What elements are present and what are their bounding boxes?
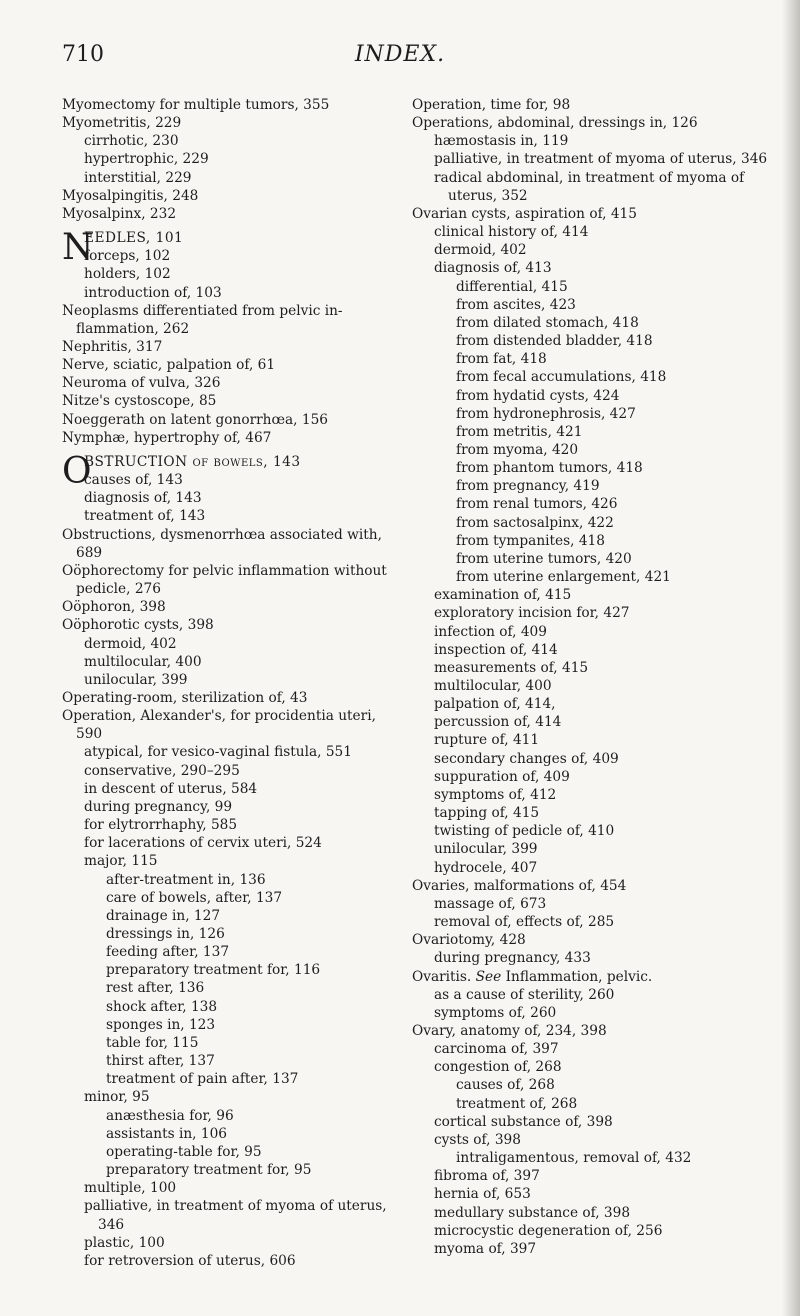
index-subentry (62, 998, 402, 1016)
index-subentry (62, 1143, 402, 1161)
entry-text: Nerve, sciatic, palpation of, 61 (62, 357, 276, 374)
entry-text: in descent of uterus, 584 (84, 780, 258, 797)
entry-text: minor, 95 (84, 1089, 150, 1106)
index-entry (62, 689, 402, 707)
entry-text: hypertrophic, 229 (84, 151, 209, 168)
index-subentry (412, 586, 780, 604)
index-subentry (62, 635, 402, 653)
page-header (0, 42, 800, 82)
index-entry (412, 205, 780, 223)
index-entry (62, 707, 402, 743)
index-subentry (62, 871, 402, 889)
entry-text: Operating-room, sterilization of, 43 (62, 689, 308, 706)
index-entry (62, 598, 402, 616)
section-o-heading (62, 450, 402, 492)
index-subentry (412, 132, 780, 150)
index-subentry (412, 731, 780, 749)
entry-text: sponges in, 123 (106, 1016, 216, 1033)
entry-text: fibroma of, 397 (434, 1168, 540, 1185)
index-subentry (62, 907, 402, 925)
index-subentry (412, 895, 780, 913)
index-subentry (412, 514, 780, 532)
heading-obstruction: BSTRUCTION of bowels, 143 (84, 453, 301, 470)
index-subentry (62, 1016, 402, 1034)
index-subentry (62, 265, 402, 283)
entry-text: rest after, 136 (106, 980, 205, 997)
entry-text: Operation, time for, 98 (412, 97, 571, 113)
entry-text: Ovaries, malformations of, 454 (412, 877, 627, 894)
entry-text: Operation, Alexander's, for procidentia uteri, 590 (62, 708, 376, 743)
entry-text: from tympanites, 418 (456, 532, 605, 549)
index-entry (62, 374, 402, 392)
entry-text: clinical history of, 414 (434, 224, 589, 241)
entry-text: from distended bladder, 418 (456, 333, 653, 350)
entry-text: holders, 102 (84, 266, 171, 283)
index-subentry (62, 1107, 402, 1125)
index-subentry (412, 623, 780, 641)
index-entry (412, 877, 780, 895)
entry-text: Ovariotomy, 428 (412, 932, 526, 949)
entry-list-m (62, 96, 402, 223)
entry-list-right (412, 96, 780, 1258)
index-subentry (62, 169, 402, 187)
entry-text: for lacerations of cervix uteri, 524 (84, 835, 322, 852)
index-subentry (62, 653, 402, 671)
index-subentry (412, 641, 780, 659)
index-subentry (412, 223, 780, 241)
index-entry (62, 96, 402, 114)
entry-text: from sactosalpinx, 422 (456, 514, 614, 531)
index-entry (62, 411, 402, 429)
entry-text: during pregnancy, 433 (434, 950, 591, 967)
entry-text: Oöphoron, 398 (62, 599, 166, 616)
index-subentry (62, 1161, 402, 1179)
index-subentry (62, 1125, 402, 1143)
entry-text: treatment of pain after, 137 (106, 1071, 299, 1088)
index-entry (62, 356, 402, 374)
index-subentry (412, 1240, 780, 1258)
entry-text: suppuration of, 409 (434, 768, 570, 785)
entry-text: dermoid, 402 (84, 635, 177, 652)
index-subentry (62, 489, 402, 507)
index-entry (62, 338, 402, 356)
entry-text: cirrhotic, 230 (84, 133, 179, 150)
index-subentry (412, 786, 780, 804)
index-subentry (412, 1185, 780, 1203)
index-subentry (412, 368, 780, 386)
entry-text: from renal tumors, 426 (456, 496, 618, 513)
entry-text: Myometritis, 229 (62, 115, 182, 132)
entry-text: cysts of, 398 (434, 1131, 521, 1148)
entry-text: Ovarian cysts, aspiration of, 415 (412, 205, 637, 222)
entry-text: from pregnancy, 419 (456, 478, 600, 495)
entry-text: inspection of, 414 (434, 641, 558, 658)
entry-text: assistants in, 106 (106, 1125, 227, 1142)
left-column (62, 96, 402, 1270)
index-entry (62, 302, 402, 338)
entry-text: hydrocele, 407 (434, 859, 538, 876)
entry-text: measurements of, 415 (434, 659, 589, 676)
entry-text: diagnosis of, 413 (434, 260, 552, 277)
index-subentry (412, 913, 780, 931)
entry-text: Nephritis, 317 (62, 339, 163, 356)
index-entry (412, 968, 780, 986)
index-subentry (412, 1058, 780, 1076)
index-subentry (62, 671, 402, 689)
index-subentry (412, 1222, 780, 1240)
index-subentry (412, 1076, 780, 1094)
index-subentry (412, 441, 780, 459)
entry-text: unilocular, 399 (84, 671, 188, 688)
entry-text: interstitial, 229 (84, 169, 192, 186)
index-subentry (62, 925, 402, 943)
index-subentry (412, 750, 780, 768)
index-subentry (412, 840, 780, 858)
index-subentry (412, 314, 780, 332)
index-subentry (62, 743, 402, 761)
heading-second-line: causes of, 143 (84, 472, 183, 489)
entry-text: Ovaritis. (412, 968, 472, 985)
entry-text: Myomectomy for multiple tumors, 355 (62, 97, 330, 113)
entry-text: Oöphorotic cysts, 398 (62, 617, 214, 634)
index-subentry (412, 1113, 780, 1131)
entry-text: during pregnancy, 99 (84, 798, 233, 815)
index-subentry (412, 1095, 780, 1113)
entry-text: from phantom tumors, 418 (456, 460, 643, 477)
entry-text: congestion of, 268 (434, 1059, 562, 1076)
index-subentry (412, 350, 780, 368)
entry-text: Noeggerath on latent gonorrhœa, 156 (62, 411, 329, 428)
index-entry (412, 1022, 780, 1040)
entry-text: multilocular, 400 (84, 653, 202, 670)
index-subentry (412, 387, 780, 405)
index-subentry (412, 405, 780, 423)
entry-text: percussion of, 414 (434, 714, 562, 731)
index-subentry (62, 132, 402, 150)
entry-text: from ascites, 423 (456, 296, 576, 313)
index-subentry (62, 507, 402, 525)
index-subentry (62, 150, 402, 168)
entry-text: after-treatment in, 136 (106, 871, 266, 888)
entry-text: differential, 415 (456, 278, 568, 295)
index-entry (412, 96, 780, 114)
entry-text: Operations, abdominal, dressings in, 126 (412, 115, 698, 132)
index-subentry (412, 768, 780, 786)
index-subentry (412, 495, 780, 513)
entry-text: Ovary, anatomy of, 234, 398 (412, 1022, 607, 1039)
index-subentry (412, 804, 780, 822)
entry-text: dermoid, 402 (434, 242, 527, 259)
see-target: Inflammation, pelvic. (505, 968, 653, 985)
index-entry (62, 429, 402, 447)
entry-text: intraligamentous, removal of, 432 (456, 1150, 692, 1167)
index-entry (62, 562, 402, 598)
index-subentry (412, 1167, 780, 1185)
entry-text: from dilated stomach, 418 (456, 314, 639, 331)
entry-text: from fecal accumulations, 418 (456, 369, 667, 386)
index-subentry (412, 1149, 780, 1167)
entry-text: unilocular, 399 (434, 841, 538, 858)
index-subentry (412, 1004, 780, 1022)
index-subentry (62, 1070, 402, 1088)
entry-text: from fat, 418 (456, 351, 547, 368)
entry-text: major, 115 (84, 853, 158, 870)
drop-cap-o: O (62, 450, 92, 492)
index-subentry (412, 532, 780, 550)
index-subentry (412, 150, 780, 168)
entry-text: operating-table for, 95 (106, 1143, 262, 1160)
entry-text: for elytrorrhaphy, 585 (84, 817, 238, 834)
index-subentry (62, 780, 402, 798)
index-subentry (412, 1131, 780, 1149)
entry-text: multilocular, 400 (434, 678, 552, 694)
index-subentry (412, 259, 780, 277)
index-subentry (62, 1034, 402, 1052)
running-head: INDEX. (354, 42, 446, 67)
index-subentry (412, 568, 780, 586)
entry-list-n (62, 265, 402, 447)
entry-text: examination of, 415 (434, 587, 572, 604)
index-subentry (62, 889, 402, 907)
entry-text: from hydronephrosis, 427 (456, 405, 636, 422)
entry-text: from metritis, 421 (456, 423, 583, 440)
index-subentry (412, 822, 780, 840)
heading-needles: EEDLES, 101 (84, 230, 184, 247)
entry-text: Nitze's cystoscope, 85 (62, 393, 217, 410)
index-subentry (412, 604, 780, 622)
index-subentry (62, 816, 402, 834)
entry-text: microcystic degeneration of, 256 (434, 1222, 663, 1239)
index-subentry (412, 278, 780, 296)
index-subentry (412, 459, 780, 477)
index-subentry (62, 762, 402, 780)
entry-text: carcinoma of, 397 (434, 1041, 559, 1058)
entry-text: palliative, in treatment of myoma of uterus, 346 (84, 1198, 387, 1233)
index-entry (412, 931, 780, 949)
entry-text: table for, 115 (106, 1034, 199, 1051)
index-subentry (412, 423, 780, 441)
index-subentry (62, 943, 402, 961)
index-subentry (412, 859, 780, 877)
entry-text: introduction of, 103 (84, 284, 222, 301)
entry-text: drainage in, 127 (106, 907, 221, 924)
entry-text: tapping of, 415 (434, 805, 540, 822)
entry-text: hæmostasis in, 119 (434, 133, 569, 150)
index-entry (62, 187, 402, 205)
entry-text: Nymphæ, hypertrophy of, 467 (62, 429, 272, 446)
index-subentry (412, 1204, 780, 1222)
entry-text: radical abdominal, in treatment of myoma of uterus, 352 (434, 169, 745, 204)
index-subentry (412, 1040, 780, 1058)
index-subentry (412, 296, 780, 314)
page-number: 710 (62, 42, 104, 67)
index-subentry (412, 713, 780, 731)
entry-text: medullary substance of, 398 (434, 1204, 631, 1221)
entry-text: treatment of, 143 (84, 508, 206, 525)
entry-text: thirst after, 137 (106, 1053, 215, 1070)
entry-text: as a cause of sterility, 260 (434, 986, 615, 1003)
index-subentry (62, 284, 402, 302)
index-subentry (412, 659, 780, 677)
index-subentry (412, 949, 780, 967)
index-subentry (412, 677, 780, 695)
index-subentry (62, 961, 402, 979)
index-entry (62, 205, 402, 223)
entry-text: diagnosis of, 143 (84, 490, 202, 507)
entry-text: preparatory treatment for, 116 (106, 962, 321, 979)
page-edge-shadow (782, 0, 800, 1316)
index-subentry (62, 834, 402, 852)
entry-text: conservative, 290–295 (84, 762, 240, 779)
heading-second-line: forceps, 102 (84, 248, 171, 265)
index-subentry (62, 1234, 402, 1252)
entry-text: Neuroma of vulva, 326 (62, 375, 221, 392)
entry-text: Myosalpinx, 232 (62, 205, 177, 222)
entry-text: Oöphorectomy for pelvic inflammation without pedicle, 276 (62, 562, 387, 598)
entry-text: from hydatid cysts, 424 (456, 387, 620, 404)
entry-text: secondary changes of, 409 (434, 750, 619, 767)
drop-cap-n: N (62, 227, 94, 269)
index-subentry (412, 477, 780, 495)
index-subentry (62, 1197, 402, 1233)
index-entry (62, 114, 402, 132)
right-column (412, 96, 780, 1258)
index-subentry (412, 986, 780, 1004)
index-subentry (62, 1252, 402, 1270)
entry-text: Neoplasms differentiated from pelvic in- flammation, 262 (62, 302, 343, 337)
index-subentry (412, 332, 780, 350)
index-subentry (62, 852, 402, 870)
entry-text: massage of, 673 (434, 895, 547, 912)
entry-text: for retroversion of uterus, 606 (84, 1252, 296, 1269)
entry-text: symptoms of, 412 (434, 786, 557, 803)
index-subentry (412, 550, 780, 568)
index-entry (62, 616, 402, 634)
entry-list-o (62, 489, 402, 1270)
index-subentry (62, 1088, 402, 1106)
entry-text: exploratory incision for, 427 (434, 605, 630, 622)
entry-text: dressings in, 126 (106, 926, 225, 942)
index-subentry (62, 1179, 402, 1197)
index-subentry (62, 798, 402, 816)
index-subentry (412, 695, 780, 713)
entry-text: from uterine enlargement, 421 (456, 569, 671, 586)
index-entry (62, 526, 402, 562)
entry-text: symptoms of, 260 (434, 1004, 557, 1021)
entry-text: infection of, 409 (434, 623, 547, 640)
entry-text: rupture of, 411 (434, 732, 540, 749)
entry-text: care of bowels, after, 137 (106, 889, 283, 906)
entry-text: Myosalpingitis, 248 (62, 187, 199, 204)
entry-text: multiple, 100 (84, 1180, 177, 1197)
entry-text: atypical, for vesico-vaginal fistula, 551 (84, 744, 352, 761)
index-subentry (62, 979, 402, 997)
entry-text: plastic, 100 (84, 1234, 165, 1251)
entry-text: myoma of, 397 (434, 1240, 537, 1257)
index-subentry (412, 169, 780, 205)
index-entry (62, 392, 402, 410)
entry-text: shock after, 138 (106, 998, 218, 1015)
entry-text: preparatory treatment for, 95 (106, 1162, 312, 1179)
entry-text: palliative, in treatment of myoma of uterus, 346 (434, 151, 768, 168)
section-n-heading (62, 227, 402, 269)
entry-text: treatment of, 268 (456, 1095, 578, 1112)
entry-text: twisting of pedicle of, 410 (434, 823, 615, 840)
entry-text: causes of, 268 (456, 1077, 555, 1094)
entry-text: cortical substance of, 398 (434, 1113, 613, 1130)
entry-text: hernia of, 653 (434, 1186, 531, 1203)
see-reference: See (475, 968, 502, 985)
entry-text: feeding after, 137 (106, 944, 230, 961)
entry-text: palpation of, 414, (434, 696, 556, 713)
index-subentry (62, 1052, 402, 1070)
entry-text: Obstructions, dysmenorrhœa associated with, 689 (62, 526, 382, 561)
entry-text: anæsthesia for, 96 (106, 1107, 234, 1124)
index-subentry (412, 241, 780, 259)
index-entry (412, 114, 780, 132)
entry-text: from uterine tumors, 420 (456, 550, 632, 567)
entry-text: from myoma, 420 (456, 441, 579, 458)
entry-text: removal of, effects of, 285 (434, 914, 615, 931)
